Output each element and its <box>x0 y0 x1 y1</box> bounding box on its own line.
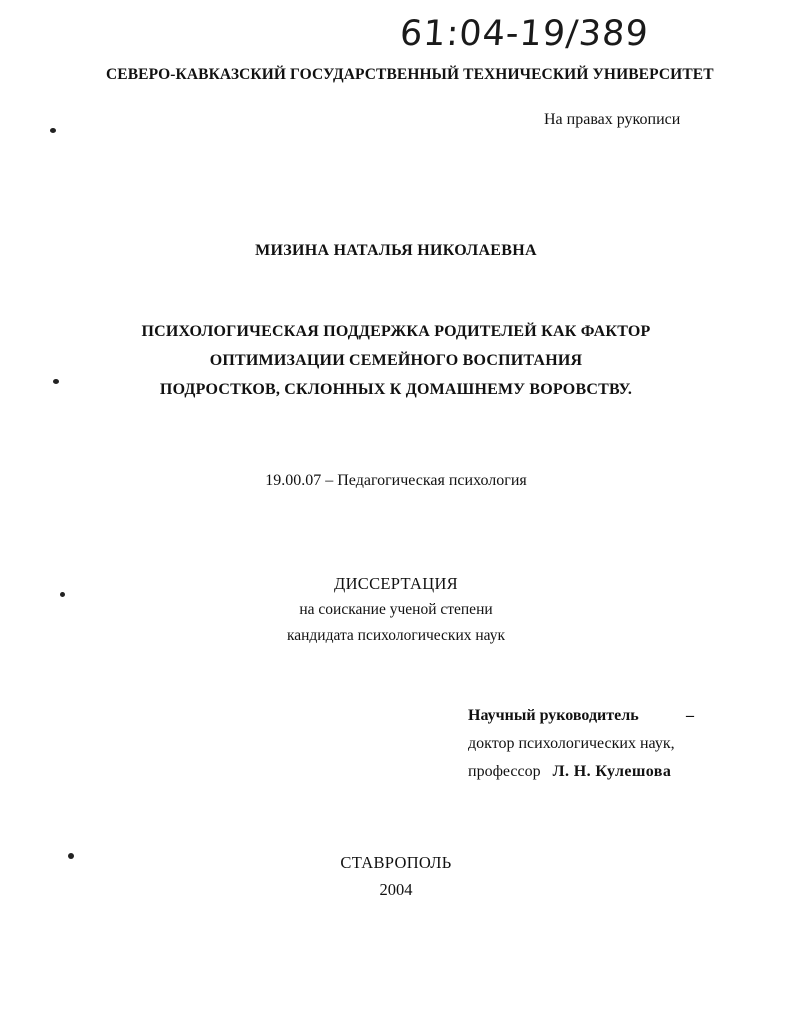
advisor-dash: – <box>686 707 694 724</box>
university-name: СЕВЕРО-КАВКАЗСКИЙ ГОСУДАРСТВЕННЫЙ ТЕХНИЧЕСКИЙ УНИВЕРСИТЕТ <box>106 66 714 83</box>
scan-speck-3 <box>60 592 65 597</box>
title-line-3: ПОДРОСТКОВ, СКЛОННЫХ К ДОМАШНЕМУ ВОРОВСТВУ. <box>159 381 633 398</box>
advisor-label-row <box>468 702 708 730</box>
scientific-advisor-block <box>468 702 708 786</box>
title-line-1: ПСИХОЛОГИЧЕСКАЯ ПОДДЕРЖКА РОДИТЕЛЕЙ КАК ФАКТОР <box>141 323 651 340</box>
degree-line-1: на соискание ученой степени <box>299 601 493 618</box>
dissertation-type: ДИССЕРТАЦИЯ <box>334 574 458 593</box>
advisor-label: Научный руководитель <box>468 707 639 724</box>
advisor-degree: доктор психологических наук, <box>468 735 675 752</box>
specialty-code: 19.00.07 – Педагогическая психология <box>265 472 527 489</box>
degree-line-2: кандидата психологических наук <box>286 627 506 644</box>
archive-number-handwritten: 61:04-19/389 <box>398 14 651 54</box>
title-line-2: ОПТИМИЗАЦИИ СЕМЕЙНОГО ВОСПИТАНИЯ <box>209 352 583 369</box>
advisor-title: профессор <box>468 763 541 780</box>
advisor-name: Л. Н. Кулешова <box>552 763 672 780</box>
scan-speck-1 <box>50 128 56 133</box>
author-name: МИЗИНА НАТАЛЬЯ НИКОЛАЕВНА <box>255 242 537 259</box>
rights-note: На правах рукописи <box>544 111 681 128</box>
dissertation-title <box>0 317 792 404</box>
advisor-title-row <box>468 758 708 786</box>
scan-speck-2 <box>53 379 59 384</box>
year: 2004 <box>379 880 413 899</box>
city: СТАВРОПОЛЬ <box>340 853 452 872</box>
scan-speck-4 <box>68 853 74 859</box>
